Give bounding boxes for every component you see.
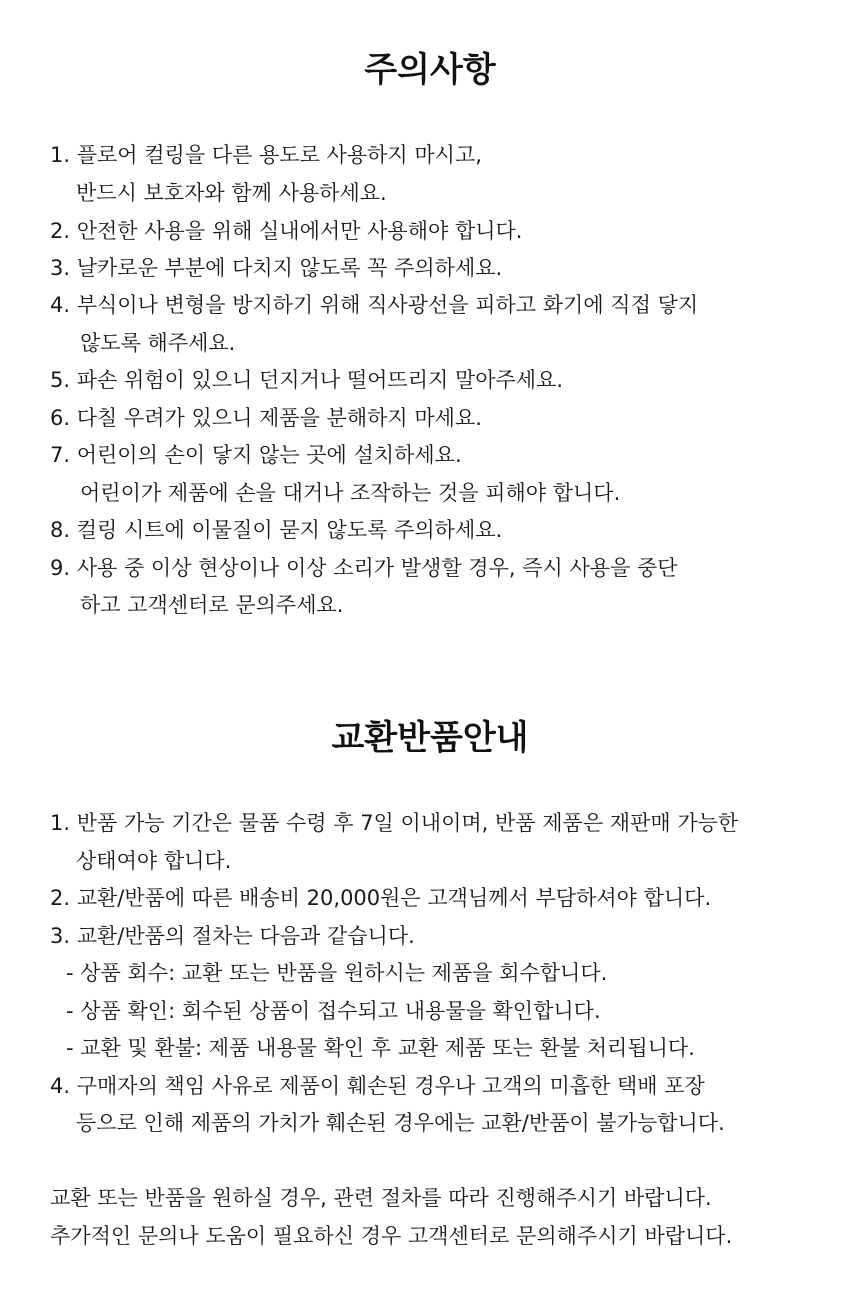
caution-line-7: 7. 어린이의 손이 닿지 않는 곳에 설치하세요. [50,443,462,467]
exchange-closing-2: 추가적인 문의나 도움이 필요하신 경우 고객센터로 문의해주시기 바랍니다. [50,1224,733,1248]
exchange-step-confirm: - 상품 확인: 회수된 상품이 접수되고 내용물을 확인합니다. [66,999,601,1023]
exchange-title: 교환반품안내 [331,718,529,758]
exchange-step-collect: - 상품 회수: 교환 또는 반품을 원하시는 제품을 회수합니다. [66,961,608,985]
caution-line-1: 1. 플로어 컬링을 다른 용도로 사용하지 마시고, [50,143,482,167]
exchange-line-1-cont: 상태여야 합니다. [76,849,232,873]
caution-line-2: 2. 안전한 사용을 위해 실내에서만 사용해야 합니다. [50,219,523,243]
caution-line-1-cont: 반드시 보호자와 함께 사용하세요. [76,181,387,205]
caution-line-9: 9. 사용 중 이상 현상이나 이상 소리가 발생할 경우, 즉시 사용을 중단 [50,556,678,580]
caution-line-5: 5. 파손 위험이 있으니 던지거나 떨어뜨리지 말아주세요. [50,368,564,392]
caution-line-6: 6. 다칠 우려가 있으니 제품을 분해하지 마세요. [50,406,482,430]
caution-line-4: 4. 부식이나 변형을 방지하기 위해 직사광선을 피하고 화기에 직접 닿지 [50,293,699,317]
caution-line-3: 3. 날카로운 부분에 다치지 않도록 꼭 주의하세요. [50,256,503,280]
caution-line-4-cont: 않도록 해주세요. [80,331,236,355]
caution-line-9-cont: 하고 고객센터로 문의주세요. [80,593,344,617]
exchange-line-4-cont: 등으로 인해 제품의 가치가 훼손된 경우에는 교환/반품이 불가능합니다. [76,1111,725,1135]
exchange-line-2: 2. 교환/반품에 따른 배송비 20,000원은 고객님께서 부담하셔야 합니다. [50,886,712,910]
caution-line-7-cont: 어린이가 제품에 손을 대거나 조작하는 것을 피해야 합니다. [80,481,621,505]
exchange-line-1: 1. 반품 가능 기간은 물품 수령 후 7일 이내이며, 반품 제품은 재판매 가능한 [50,811,739,835]
exchange-line-4: 4. 구매자의 책임 사유로 제품이 훼손된 경우나 고객의 미흡한 택배 포장 [50,1074,705,1098]
exchange-step-refund: - 교환 및 환불: 제품 내용물 확인 후 교환 제품 또는 환불 처리됩니다. [66,1036,695,1060]
exchange-closing-1: 교환 또는 반품을 원하실 경우, 관련 절차를 따라 진행해주시기 바랍니다. [50,1186,712,1210]
exchange-line-3: 3. 교환/반품의 절차는 다음과 같습니다. [50,924,415,948]
caution-line-8: 8. 컬링 시트에 이물질이 묻지 않도록 주의하세요. [50,518,503,542]
caution-title: 주의사항 [364,50,496,90]
